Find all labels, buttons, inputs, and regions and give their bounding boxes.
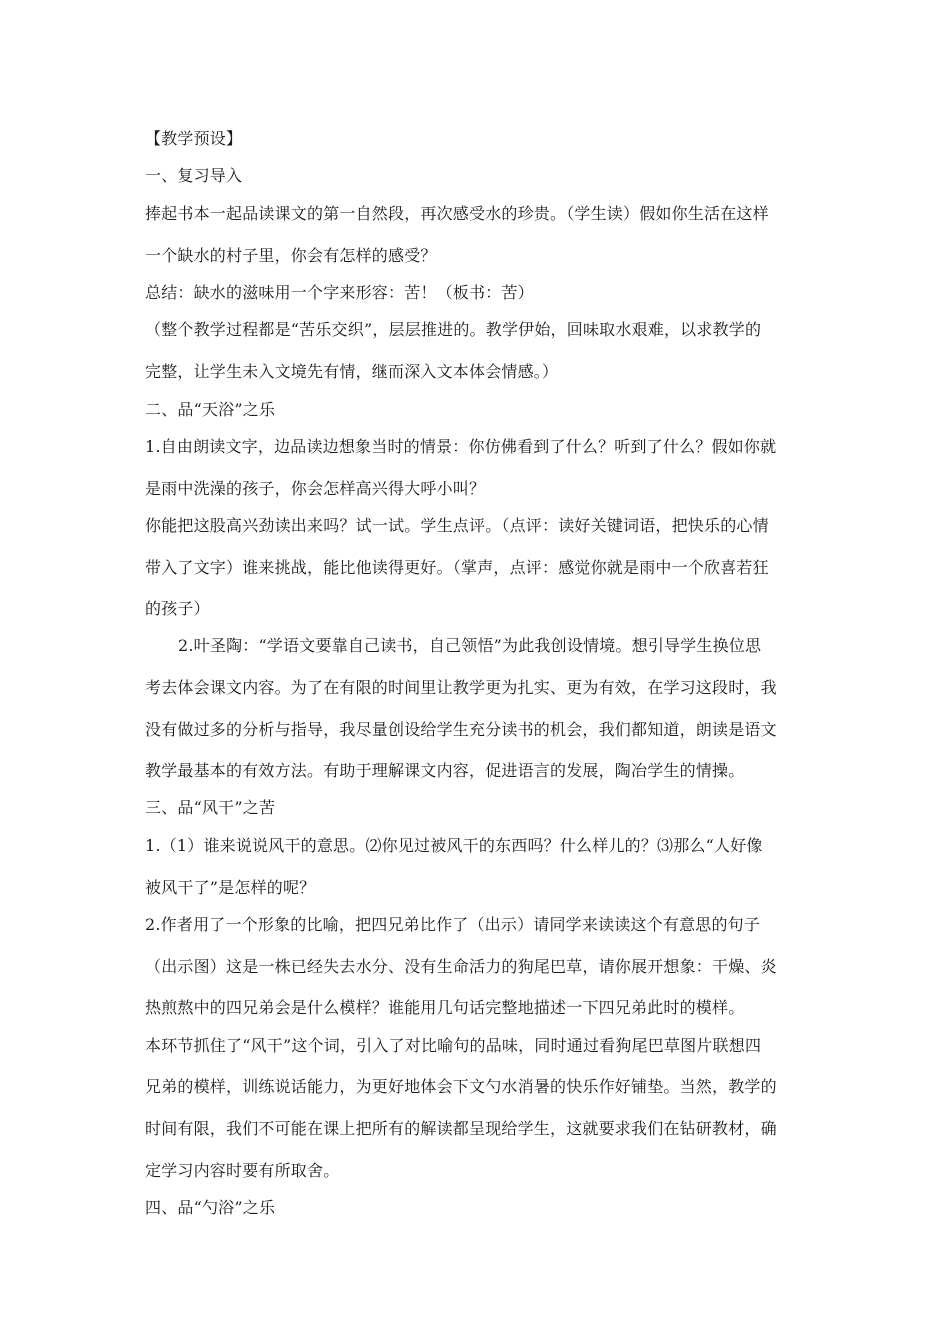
paragraph-line: 时间有限，我们不可能在课上把所有的解读都呈现给学生，这就要求我们在钻研教材，确	[145, 1119, 777, 1138]
paragraph-line: 的孩子）	[145, 599, 210, 618]
paragraph-line: （整个教学过程都是“苦乐交织”，层层推进的。教学伊始，回味取水艰难，以求教学的	[145, 320, 762, 339]
heading-wind-dry-bitterness: 三、品“风干”之苦	[145, 798, 276, 817]
paragraph-line: 1.自由朗读文字，边品读边想象当时的情景：你仿佛看到了什么？听到了什么？假如你就	[145, 437, 777, 456]
paragraph-line: 一个缺水的村子里，你会有怎样的感受？	[145, 246, 437, 265]
paragraph-line: 定学习内容时要有所取舍。	[145, 1161, 340, 1180]
paragraph-line: 被风干了”是怎样的呢？	[145, 878, 316, 897]
section-header-teaching-plan: 【教学预设】	[145, 129, 243, 148]
paragraph-line: 带入了文字）谁来挑战，能比他读得更好。（掌声，点评：感觉你就是雨中一个欣喜若狂	[145, 558, 769, 577]
paragraph-line: 总结：缺水的滋味用一个字来形容：苦！（板书：苦）	[145, 283, 534, 302]
paragraph-line: 本环节抓住了“风干”这个词，引入了对比喻句的品味，同时通过看狗尾巴草图片联想四	[145, 1036, 762, 1055]
paragraph-line: （出示图）这是一株已经失去水分、没有生命活力的狗尾巴草，请你展开想象：干燥、炎	[145, 957, 777, 976]
paragraph-line: 兄弟的模样，训练说话能力，为更好地体会下文勺水消暑的快乐作好铺垫。当然，教学的	[145, 1077, 777, 1096]
paragraph-line: 考去体会课文内容。为了在有限的时间里让教学更为扎实、更为有效，在学习这段时，我	[145, 678, 777, 697]
paragraph-line: 完整，让学生未入文境先有情，继而深入文本体会情感。）	[145, 362, 559, 381]
paragraph-line-indented: 2.叶圣陶：“学语文要靠自己读书，自己领悟”为此我创设情境。想引导学生换位思	[178, 636, 762, 655]
paragraph-line: 1.（1）谁来说说风干的意思。⑵你见过被风干的东西吗？什么样儿的？⑶那么“人好像	[145, 836, 763, 855]
paragraph-line: 热煎熬中的四兄弟会是什么模样？谁能用几句话完整地描述一下四兄弟此时的模样。	[145, 998, 745, 1017]
heading-sky-bath-joy: 二、品“天浴”之乐	[145, 400, 276, 419]
paragraph-line: 是雨中洗澡的孩子，你会怎样高兴得大呼小叫？	[145, 479, 486, 498]
heading-review-intro: 一、复习导入	[145, 166, 243, 185]
paragraph-line: 2.作者用了一个形象的比喻，把四兄弟比作了（出示）请同学来读读这个有意思的句子	[145, 915, 761, 934]
paragraph-line: 你能把这股高兴劲读出来吗？试一试。学生点评。（点评：读好关键词语，把快乐的心情	[145, 516, 769, 535]
paragraph-line: 没有做过多的分析与指导，我尽量创设给学生充分读书的机会，我们都知道，朗读是语文	[145, 720, 777, 739]
paragraph-line: 教学最基本的有效方法。有助于理解课文内容，促进语言的发展，陶冶学生的情操。	[145, 761, 745, 780]
paragraph-line: 捧起书本一起品读课文的第一自然段，再次感受水的珍贵。（学生读）假如你生活在这样	[145, 204, 769, 223]
heading-ladle-bath-joy: 四、品“勺浴”之乐	[145, 1198, 276, 1217]
